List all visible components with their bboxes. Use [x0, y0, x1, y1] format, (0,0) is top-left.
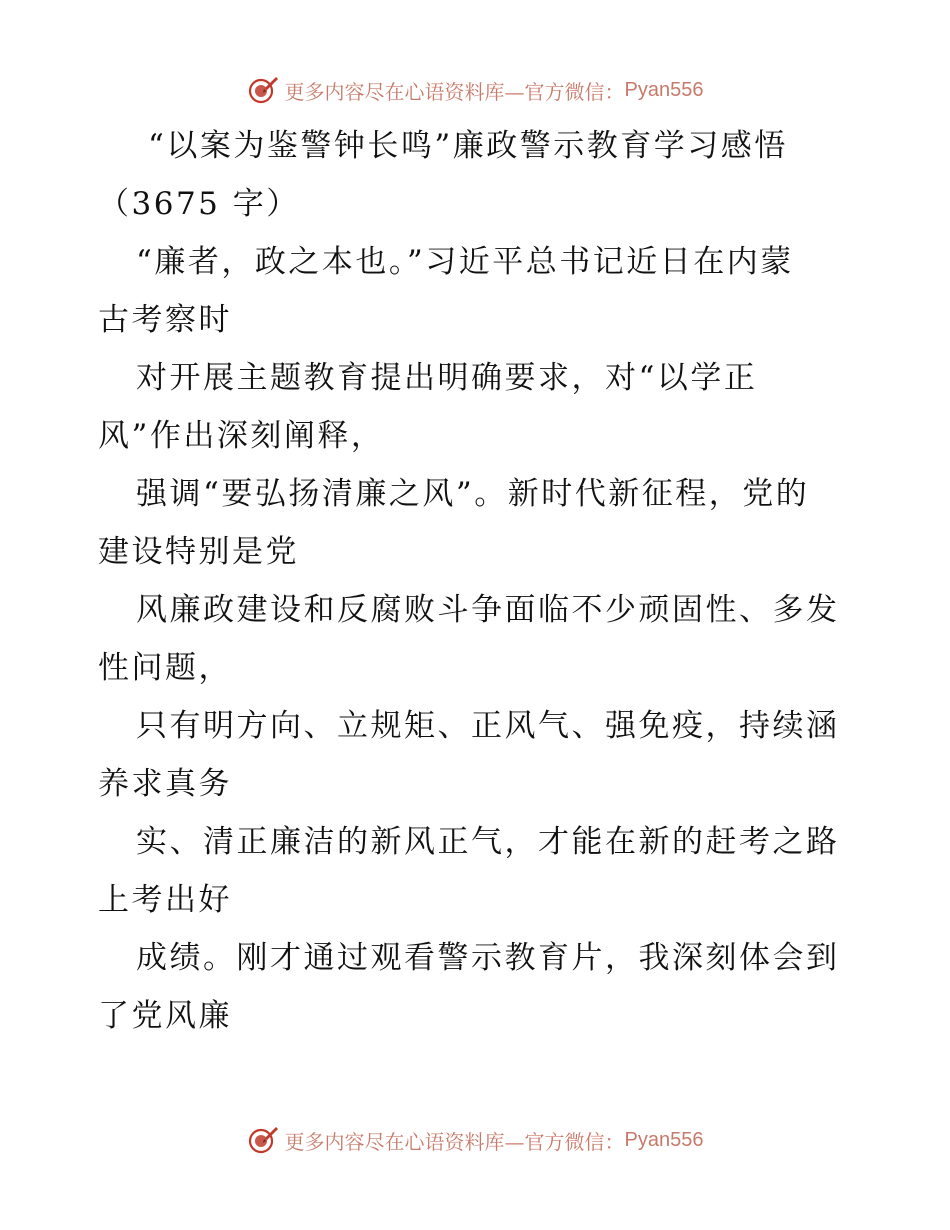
text-line: 上考出好 [98, 882, 232, 918]
text-line: 建设特别是党 [98, 534, 299, 570]
text-line: 成绩。刚才通过观看警示教育片，我深刻体会到 [136, 940, 840, 976]
text-line: “廉者，政之本也。”习近平总书记近日在内蒙 [136, 244, 794, 280]
text-line: 对开展主题教育提出明确要求，对“以学正 [136, 360, 758, 396]
text-line: 只有明方向、立规矩、正风气、强免疫，持续涵 [136, 708, 840, 744]
pen-seal-logo-icon [247, 1124, 279, 1156]
text-line: 养求真务 [98, 766, 232, 802]
banner-text-en: Pyan556 [624, 1128, 704, 1151]
text-line: 性问题， [98, 650, 232, 686]
document-title: “以案为鉴警钟长鸣”廉政警示教育学习感悟 [148, 128, 788, 164]
text-line: 古考察时 [98, 302, 232, 338]
text-line: 风”作出深刻阐释， [98, 418, 385, 454]
banner-text-cn: 更多内容尽在心语资料库—官方微信： [284, 1129, 625, 1154]
document-word-count: （3675 字） [98, 186, 300, 222]
text-line: 实、清正廉洁的新风正气，才能在新的赶考之路 [136, 824, 840, 860]
text-line: 风廉政建设和反腐败斗争面临不少顽固性、多发 [136, 592, 840, 628]
document-body [98, 117, 858, 1045]
text-line: 强调“要弘扬清廉之风”。新时代新征程，党的 [136, 476, 810, 512]
text-line: 了党风廉 [98, 998, 232, 1034]
banner-text-cn: 更多内容尽在心语资料库—官方微信： [284, 79, 625, 104]
header-watermark-banner [0, 70, 950, 110]
banner-text-en: Pyan556 [624, 78, 704, 101]
footer-watermark-banner [0, 1120, 950, 1160]
pen-seal-logo-icon [247, 74, 279, 106]
